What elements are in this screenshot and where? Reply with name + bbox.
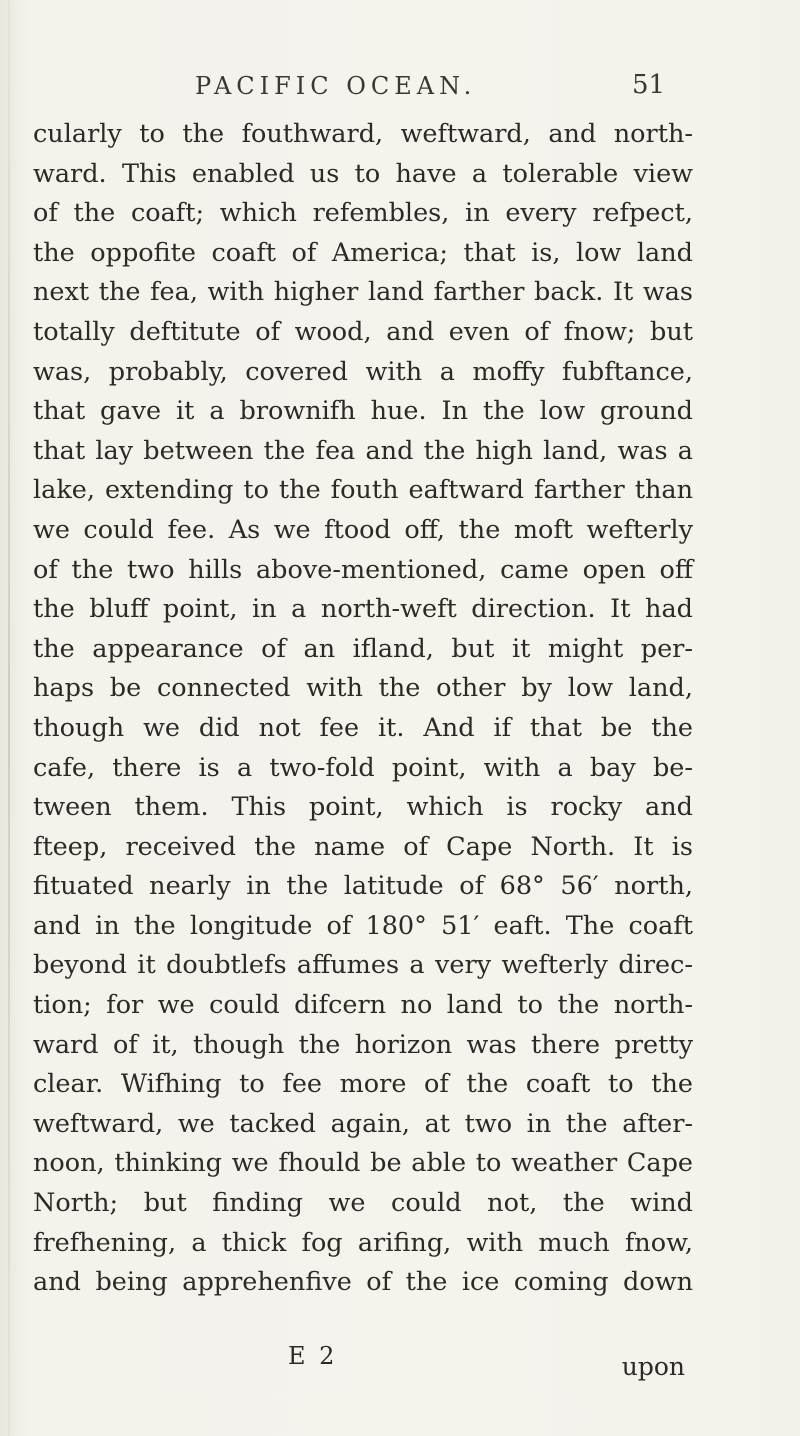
text-line: and in the longitude of 180° 51′ eaft. The coaft bbox=[33, 910, 693, 941]
text-line: frefhening, a thick fog arifing, with much fnow, bbox=[33, 1227, 693, 1258]
binding-gutter bbox=[8, 0, 10, 1436]
catchword: upon bbox=[621, 1352, 685, 1381]
text-line: the appearance of an ifland, but it might per- bbox=[33, 633, 693, 664]
text-line: noon, thinking we fhould be able to weather Cape bbox=[33, 1148, 693, 1179]
text-line: lake, extending to the fouth eaftward farther than bbox=[33, 475, 693, 506]
text-line: tion; for we could difcern no land to the north- bbox=[33, 990, 693, 1021]
running-title: PACIFIC OCEAN. bbox=[195, 72, 477, 100]
text-line: next the fea, with higher land farther back. It was bbox=[33, 277, 693, 308]
text-line: of the coaft; which refembles, in every refpect, bbox=[33, 198, 693, 229]
text-line: we could fee. As we ftood off, the moft wefterly bbox=[33, 514, 693, 545]
text-line: the bluff point, in a north-weft direction. It had bbox=[33, 594, 693, 625]
text-line: clear. Wifhing to fee more of the coaft to the bbox=[33, 1069, 693, 1100]
text-line: ward. This enabled us to have a tolerable view bbox=[33, 158, 693, 189]
text-line: totally deftitute of wood, and even of fnow; but bbox=[33, 316, 693, 347]
signature-mark: E 2 bbox=[288, 1342, 338, 1370]
text-line: cularly to the fouthward, weftward, and north- bbox=[33, 119, 693, 149]
body-text bbox=[33, 115, 693, 1303]
text-line: of the two hills above-mentioned, came open off bbox=[33, 554, 693, 585]
page-footer bbox=[33, 1342, 693, 1382]
text-line: ward of it, though the horizon was there pretty bbox=[33, 1029, 693, 1060]
text-line: the oppofite coaft of America; that is, low land bbox=[33, 237, 693, 268]
text-line: fteep, received the name of Cape North. It is bbox=[33, 831, 693, 862]
text-line: was, probably, covered with a moffy fubftance, bbox=[33, 356, 693, 387]
text-line: fituated nearly in the latitude of 68° 56′ north, bbox=[33, 871, 693, 902]
text-line: weftward, we tacked again, at two in the after- bbox=[33, 1108, 693, 1139]
text-line: cafe, there is a two-fold point, with a bay be- bbox=[33, 752, 693, 783]
text-line: tween them. This point, which is rocky and bbox=[33, 792, 693, 823]
text-line: beyond it doubtlefs affumes a very wefterly direc- bbox=[33, 950, 693, 981]
text-line: North; but finding we could not, the wind bbox=[33, 1188, 693, 1219]
text-line: and being apprehenfive of the ice coming down bbox=[33, 1267, 693, 1298]
page-number: 51 bbox=[632, 70, 666, 100]
text-line: that gave it a brownifh hue. In the low ground bbox=[33, 396, 693, 427]
text-line: though we did not fee it. And if that be the bbox=[33, 712, 693, 743]
text-line: haps be connected with the other by low land, bbox=[33, 673, 693, 704]
text-line: that lay between the fea and the high land, was a bbox=[33, 435, 693, 466]
